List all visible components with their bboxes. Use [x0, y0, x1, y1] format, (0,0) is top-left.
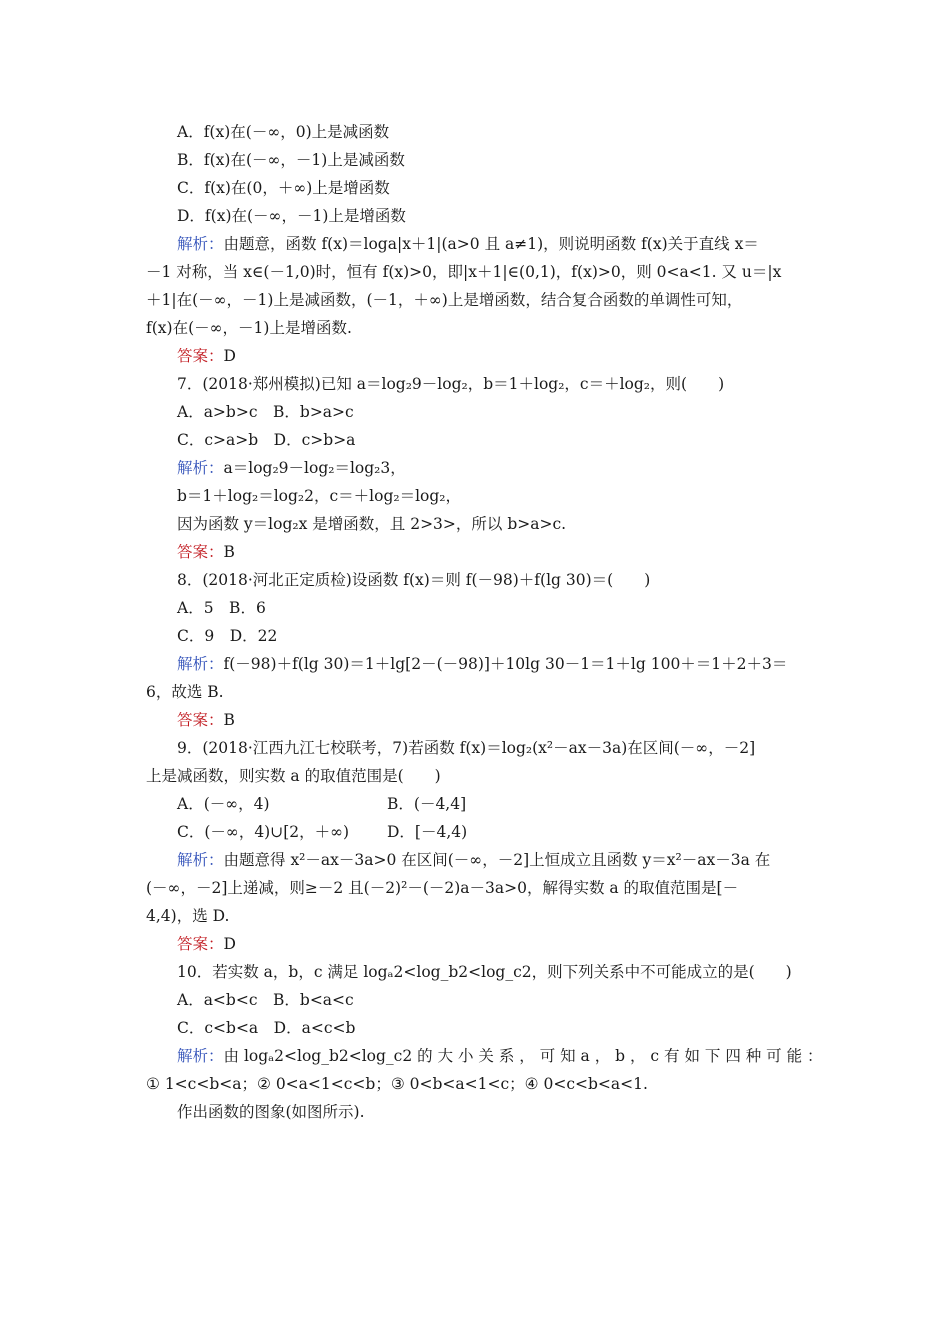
q9-stem-line-1: 9．(2018·江西九江七校联考，7)若函数 f(x)＝log₂(x²－ax－3a)在区间(－∞，－2]: [177, 739, 756, 757]
q6-analysis-line-2: －1 对称，当 x∈(－1,0)时，恒有 f(x)>0，即|x＋1|∈(0,1)，f(x)>0，则 0<a<1. 又 u＝|x: [146, 263, 782, 281]
q8-stem: 8．(2018·河北正定质检)设函数 f(x)＝则 f(－98)＋f(lg 30)＝( ): [177, 571, 651, 589]
q7-analysis-line-2: b＝1＋log₂＝log₂2，c＝＋log₂＝log₂，: [177, 487, 462, 505]
q6-option-c: C．f(x)在(0，＋∞)上是增函数: [177, 179, 390, 197]
q6-analysis-line-1: 解析：由题意，函数 f(x)＝loga|x＋1|(a>0 且 a≠1)，则说明函数 f(x)关于直线 x＝: [177, 235, 759, 253]
q8-options-cd: C．9 D．22: [177, 627, 278, 645]
q8-answer-label: 答案：: [177, 711, 224, 729]
q9-option-d: D．[－4,4): [387, 823, 468, 841]
q7-answer: 答案：B: [177, 543, 235, 561]
q7-options-cd: C．c>a>b D．c>b>a: [177, 431, 356, 449]
q6-option-a: A．f(x)在(－∞，0)上是减函数: [177, 123, 390, 141]
q9-analysis-label: 解析：: [177, 851, 224, 869]
q8-analysis-line-1: 解析：f(－98)＋f(lg 30)＝1＋lg[2－(－98)]＋10lg 30－1＝1＋lg 100＋＝1＋2＋3＝: [177, 655, 788, 673]
q6-option-b: B．f(x)在(－∞，－1)上是减函数: [177, 151, 405, 169]
q8-analysis-line-2: 6，故选 B.: [146, 683, 224, 701]
q8-answer: 答案：B: [177, 711, 235, 729]
q6-answer-label: 答案：: [177, 347, 224, 365]
q9-stem-line-2: 上是减函数，则实数 a 的取值范围是( ): [146, 767, 441, 785]
q8-analysis-label: 解析：: [177, 655, 224, 673]
q10-analysis-line-1: 解析：由 logₐ2<log_b2<log_c2 的 大 小 关 系 ， 可 知 a ， b ， c 有 如 下 四 种 可 能 ：: [177, 1047, 823, 1065]
q10-options-ab: A．a<b<c B．b<a<c: [177, 991, 354, 1009]
q10-analysis-label: 解析：: [177, 1047, 224, 1065]
q7-analysis-line-1: 解析：a＝log₂9－log₂＝log₂3，: [177, 459, 406, 477]
q9-analysis-line-1: 解析：由题意得 x²－ax－3a>0 在区间(－∞，－2]上恒成立且函数 y＝x²－ax－3a 在: [177, 851, 771, 869]
q9-answer-label: 答案：: [177, 935, 224, 953]
q8-options-ab: A．5 B．6: [177, 599, 266, 617]
q6-option-d: D．f(x)在(－∞，－1)上是增函数: [177, 207, 406, 225]
q7-analysis-line-3: 因为函数 y＝log₂x 是增函数，且 2>3>，所以 b>a>c.: [177, 515, 567, 533]
q9-answer: 答案：D: [177, 935, 236, 953]
q10-analysis-line-2: ① 1<c<b<a；② 0<a<1<c<b；③ 0<b<a<1<c；④ 0<c<b<a<1.: [146, 1075, 648, 1093]
q9-analysis-line-3: 4,4)，选 D.: [146, 907, 230, 925]
q7-options-ab: A．a>b>c B．b>a>c: [177, 403, 354, 421]
q7-stem: 7．(2018·郑州模拟)已知 a＝log₂9－log₂，b＝1＋log₂，c＝＋log₂，则( ): [177, 375, 725, 393]
q7-answer-label: 答案：: [177, 543, 224, 561]
q9-option-b: B．(－4,4]: [387, 795, 467, 813]
q9-option-a: A．(－∞，4): [177, 795, 270, 813]
q6-analysis-line-4: f(x)在(－∞，－1)上是增函数.: [146, 319, 352, 337]
q9-option-c: C．(－∞，4)∪[2，＋∞): [177, 823, 350, 841]
q7-analysis-label: 解析：: [177, 459, 224, 477]
q9-analysis-line-2: (－∞，－2]上递减，则≥－2 且(－2)²－(－2)a－3a>0，解得实数 a 的取值范围是[－: [146, 879, 739, 897]
q10-options-cd: C．c<b<a D．a<c<b: [177, 1019, 356, 1037]
q10-analysis-line-3: 作出函数的图象(如图所示).: [177, 1103, 365, 1121]
q6-analysis-label: 解析：: [177, 235, 224, 253]
q10-stem: 10．若实数 a，b，c 满足 logₐ2<log_b2<log_c2，则下列关系中不可能成立的是( ): [177, 963, 792, 981]
q6-analysis-line-3: ＋1|在(－∞，－1)上是减函数，(－1，＋∞)上是增函数，结合复合函数的单调性可知，: [146, 291, 743, 309]
q6-answer: 答案：D: [177, 347, 236, 365]
